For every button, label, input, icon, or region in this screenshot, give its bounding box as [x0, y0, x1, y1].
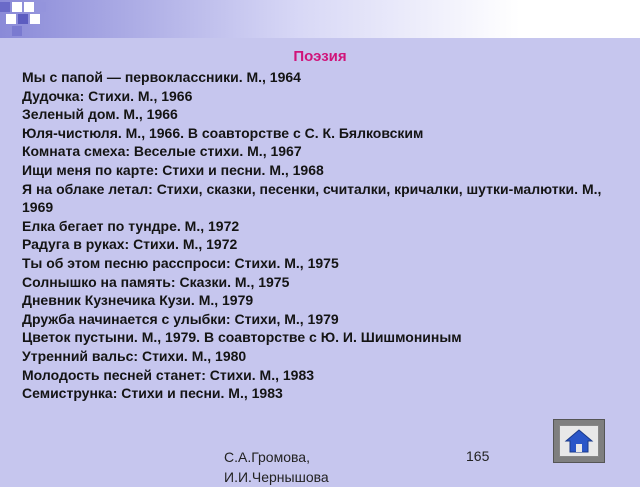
slide-title: Поэзия	[293, 48, 347, 65]
list-item: Солнышко на память: Сказки. М., 1975	[22, 273, 290, 290]
list-item: Цветок пустыни. М., 1979. В соавторстве с Ю. И. Шишмониным	[22, 329, 462, 346]
home-icon	[560, 426, 598, 456]
list-item: Молодость песней станет: Стихи. М., 1983	[22, 366, 315, 383]
footer-author: С.А.Громова, И.И.Чернышова	[224, 449, 329, 485]
list-item: Дудочка: Стихи. М., 1966	[22, 87, 193, 104]
list-item: Ищи меня по карте: Стихи и песни. М., 1968	[22, 161, 324, 178]
list-item: Мы с папой — первоклассники. М., 1964	[22, 69, 301, 85]
list-item: Дневник Кузнечика Кузи. М., 1979	[22, 292, 254, 309]
page-number: 165	[466, 448, 490, 464]
list-item: Зеленый дом. М., 1966	[22, 106, 178, 123]
list-item: Дружба начинается с улыбки: Стихи, М., 1979	[22, 310, 339, 327]
list-item: Утренний вальс: Стихи. М., 1980	[22, 347, 247, 364]
bibliography-list	[22, 68, 622, 403]
list-item: Ты об этом песню расспроси: Стихи. М., 1975	[22, 254, 339, 271]
home-button[interactable]	[553, 419, 605, 463]
list-item: Комната смеха: Веселые стихи. М., 1967	[22, 143, 302, 160]
list-item: Юля-чистюля. М., 1966. В соавторстве с С. К. Бялковским	[22, 124, 424, 141]
list-item: Семиструнка: Стихи и песни. М., 1983	[22, 385, 283, 402]
home-button-face	[559, 425, 599, 457]
top-decorative-band	[0, 0, 640, 38]
list-item: Елка бегает по тундре. М., 1972	[22, 217, 240, 234]
list-item: Я на облаке летал: Стихи, сказки, песенки, считалки, кричалки, шутки-малютки. М., 1969	[22, 180, 602, 216]
list-item: Радуга в руках: Стихи. М., 1972	[22, 236, 238, 253]
decorative-squares	[0, 0, 60, 40]
